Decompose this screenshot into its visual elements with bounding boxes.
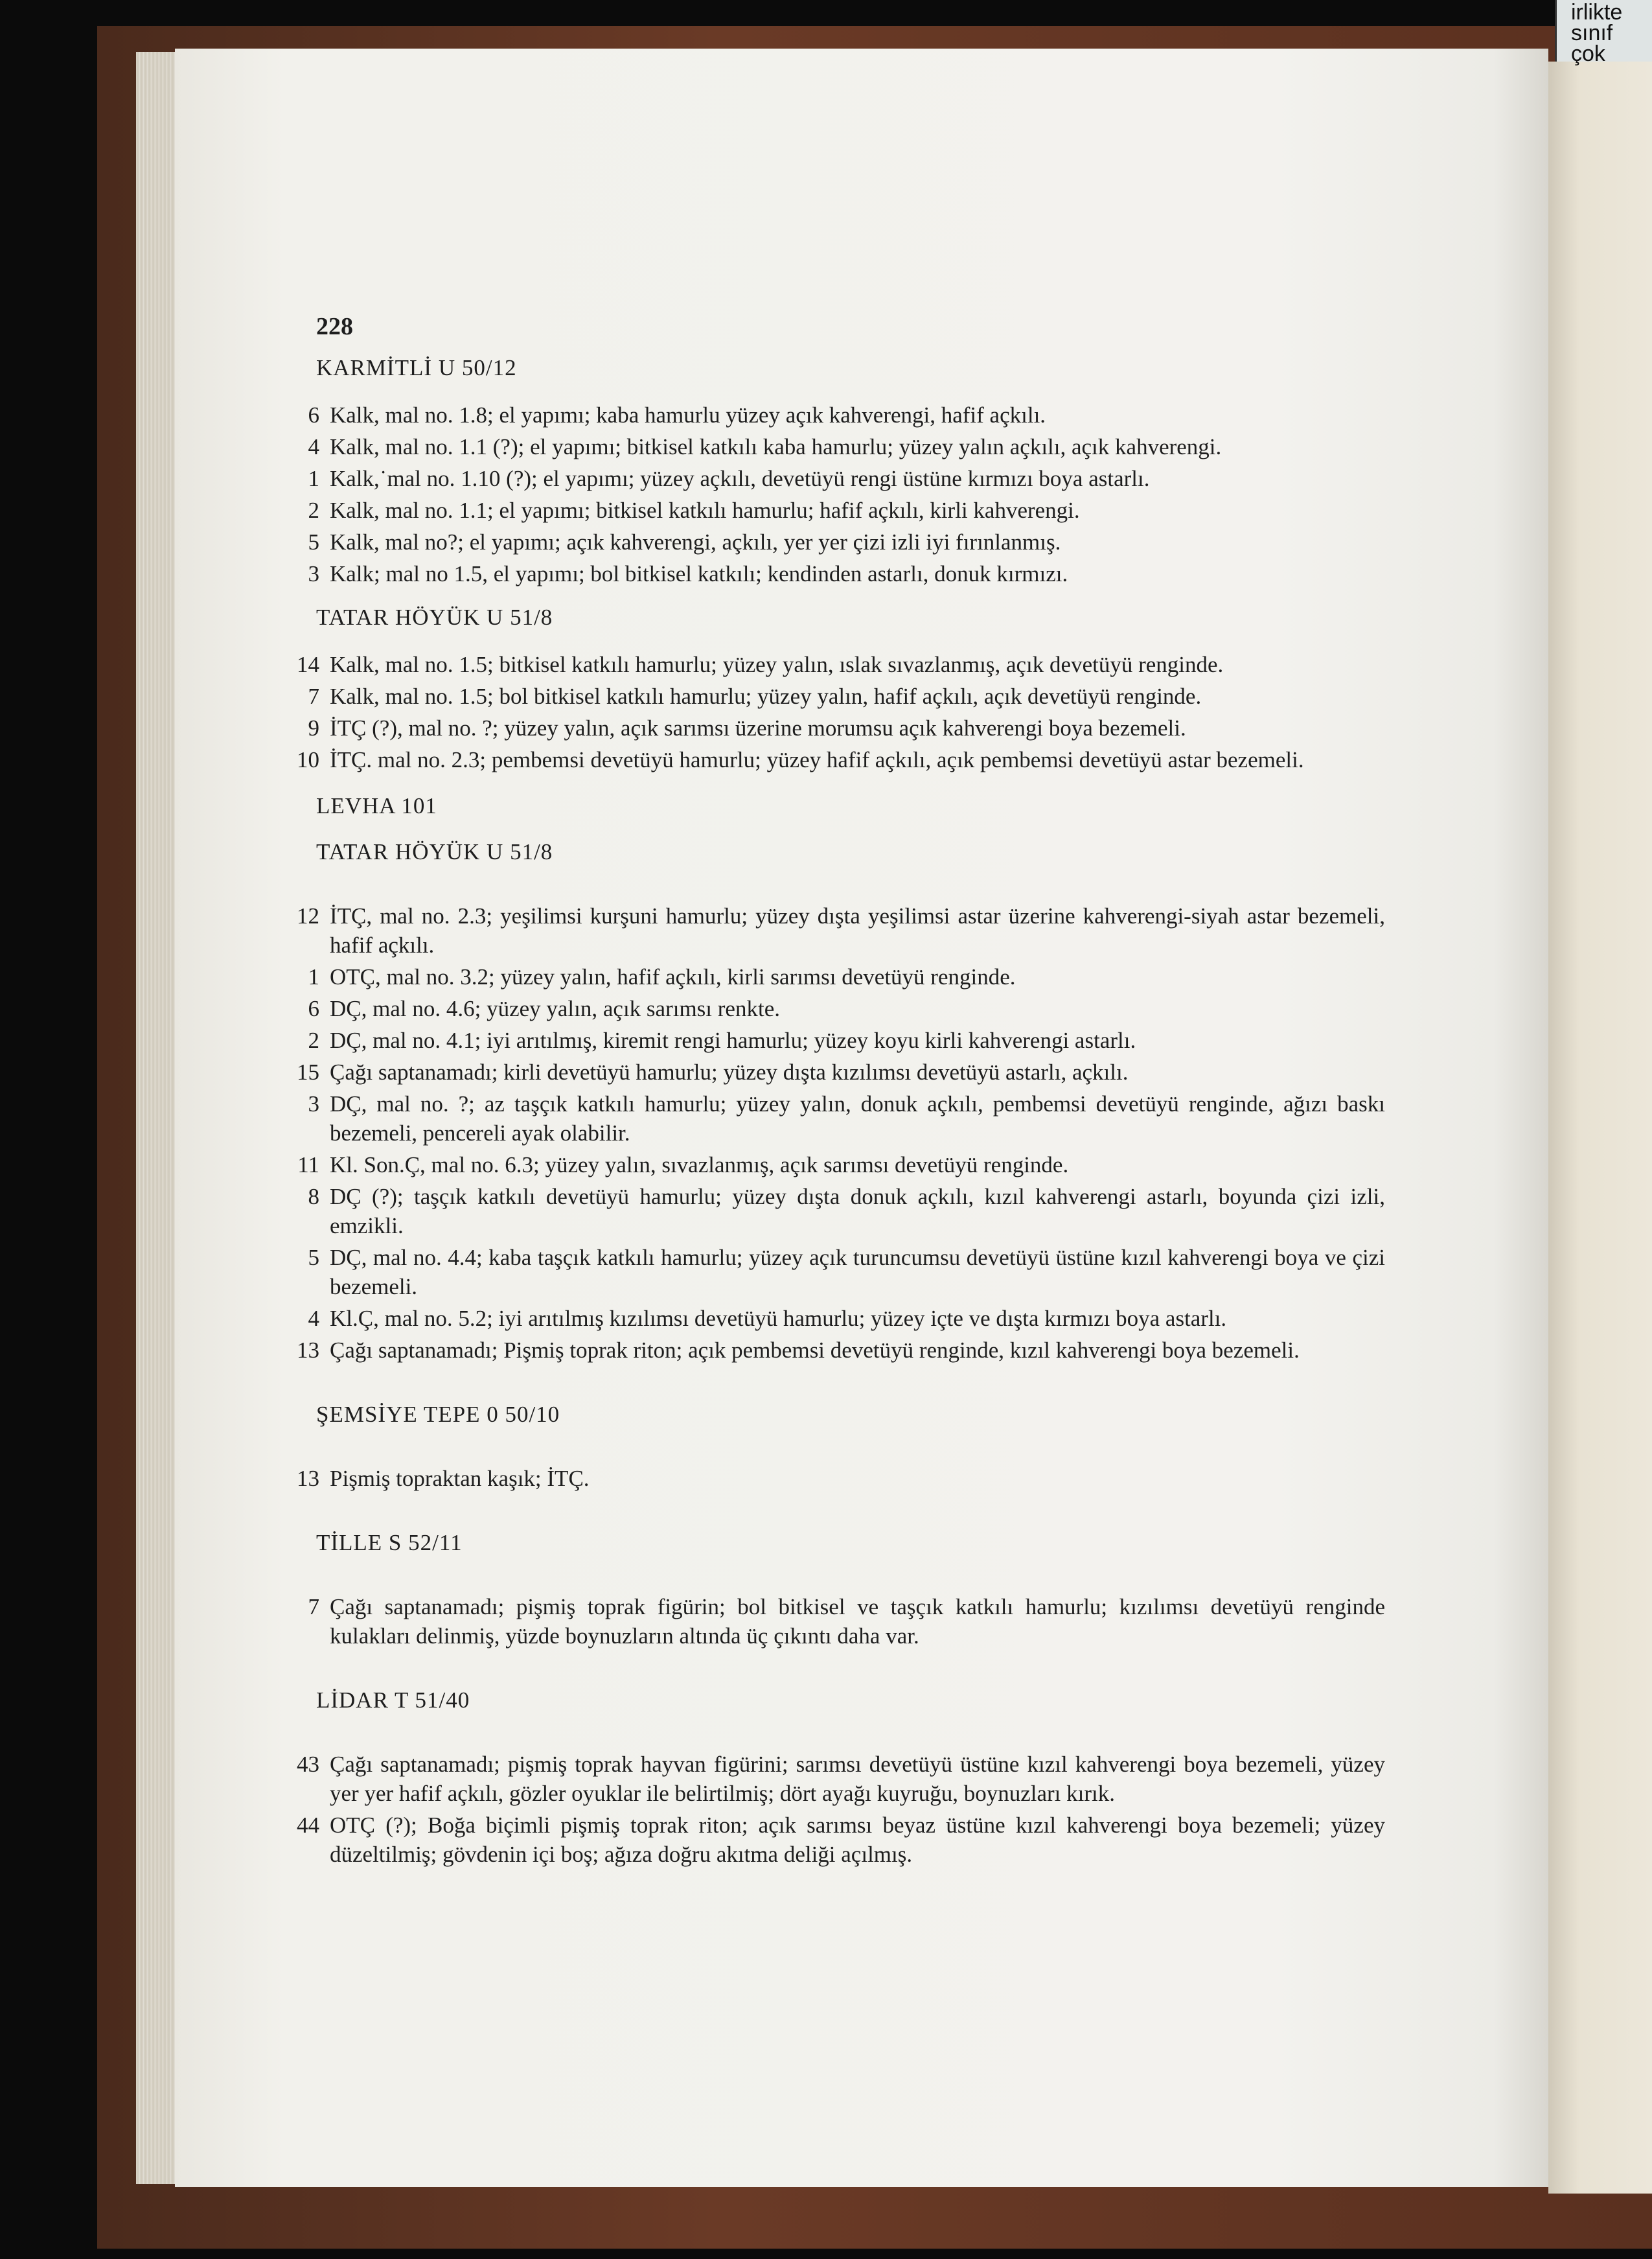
site-heading: TATAR HÖYÜK U 51/8 (316, 839, 553, 864)
entry-number: 9 (308, 715, 319, 741)
catalog-entry (297, 1811, 1385, 1869)
entry-text: DÇ, mal no. 4.4; kaba taşçık katkılı hamurlu; yüzey açık turuncumsu devetüyü üstüne kızıl kahverengi boya ve çizi bezemeli. (330, 1245, 1385, 1299)
entry-number: 2 (308, 1028, 319, 1053)
site-heading: LİDAR T 51/40 (316, 1687, 470, 1713)
entry-text: Çağı saptanamadı; pişmiş toprak hayvan figürini; sarımsı devetüyü üstüne kızıl kahverengi boya bezemeli, yüzey yer yer hafif açkılı, gözler oyuklar ile belirtilmiş; dört ayağı kuyruğu, boynuzları kırık. (330, 1752, 1385, 1806)
entry-number: 6 (308, 402, 319, 428)
tab-line: sınıf (1571, 21, 1613, 45)
entry-number: 5 (308, 529, 319, 555)
entry-number: 8 (308, 1184, 319, 1209)
site-heading: TATAR HÖYÜK U 51/8 (316, 605, 553, 630)
catalog-entry (308, 1089, 1385, 1148)
catalog-entry (308, 464, 1385, 493)
catalog-entry (297, 745, 1385, 774)
catalog-entry (297, 901, 1385, 960)
entry-text: Kl. Son.Ç, mal no. 6.3; yüzey yalın, sıvazlanmış, açık sarımsı devetüyü renginde. (330, 1152, 1069, 1177)
catalog-entry (308, 400, 1385, 430)
catalog-entry (297, 1336, 1385, 1365)
entry-number: 3 (308, 1091, 319, 1117)
catalog-entry (308, 1182, 1385, 1240)
site-heading: TİLLE S 52/11 (316, 1530, 463, 1555)
entry-number: 2 (308, 498, 319, 523)
entry-number: 5 (308, 1245, 319, 1270)
entry-number: 12 (297, 903, 319, 929)
tab-line: irlikte (1571, 0, 1623, 25)
entry-text: İTÇ. mal no. 2.3; pembemsi devetüyü hamurlu; yüzey hafif açkılı, açık pembemsi devetüyü astar bezemeli. (330, 747, 1304, 772)
catalog-entry (308, 559, 1385, 588)
entry-text: Kalk, mal no. 1.5; bitkisel katkılı hamurlu; yüzey yalın, ıslak sıvazlanmış, açık devetüyü renginde. (330, 652, 1224, 677)
entry-text: Kalk; mal no 1.5, el yapımı; bol bitkisel katkılı; kendinden astarlı, donuk kırmızı. (330, 561, 1068, 586)
tab-line: çok (1571, 41, 1605, 66)
catalog-entry (297, 1750, 1385, 1808)
entry-text: DÇ, mal no. ?; az taşçık katkılı hamurlu; yüzey yalın, donuk açkılı, pembemsi devetüyü renginde, ağızı baskı bezemeli, pencereli ayak olabilir. (330, 1091, 1385, 1146)
entry-text: Çağı saptanamadı; kirli devetüyü hamurlu; yüzey dışta kızılımsı devetüyü astarlı, açkılı. (330, 1060, 1129, 1085)
entry-text: Kalk, mal no. 1.5; bol bitkisel katkılı hamurlu; yüzey yalın, hafif açkılı, açık devetüyü renginde. (330, 684, 1202, 709)
catalog-entry (308, 994, 1385, 1023)
entry-number: 15 (297, 1060, 319, 1085)
catalog-entry (308, 962, 1385, 991)
entry-text: DÇ (?); taşçık katkılı devetüyü hamurlu; yüzey dışta donuk açkılı, kızıl kahverengi astarlı, boyunda çizi izli, emzikli. (330, 1184, 1385, 1238)
catalog-entry (297, 1464, 1385, 1493)
catalog-entry (308, 432, 1385, 461)
plate-heading: LEVHA 101 (316, 793, 437, 818)
entry-text: Pişmiş topraktan kaşık; İTÇ. (330, 1466, 590, 1491)
entry-number: 43 (297, 1752, 319, 1777)
entry-number: 4 (308, 1306, 319, 1331)
catalog-entry (308, 1243, 1385, 1301)
catalog-entry (308, 1026, 1385, 1055)
entry-text: Kalk, mal no. 1.8; el yapımı; kaba hamurlu yüzey açık kahverengi, hafif açkılı. (330, 402, 1046, 428)
entry-text: Kalk,˙mal no. 1.10 (?); el yapımı; yüzey açkılı, devetüyü rengi üstüne kırmızı boya astarlı. (330, 466, 1150, 491)
entry-text: DÇ, mal no. 4.1; iyi arıtılmış, kiremit rengi hamurlu; yüzey koyu kirli kahverengi astarlı. (330, 1028, 1136, 1053)
entry-text: DÇ, mal no. 4.6; yüzey yalın, açık sarımsı renkte. (330, 996, 780, 1021)
catalog-entry (308, 713, 1385, 743)
page-content (297, 312, 1385, 1871)
entry-text: Çağı saptanamadı; Pişmiş toprak riton; açık pembemsi devetüyü renginde, kızıl kahverengi boya bezemeli. (330, 1338, 1300, 1363)
entry-number: 44 (297, 1813, 319, 1838)
entry-number: 11 (297, 1152, 319, 1177)
entry-number: 7 (308, 1594, 319, 1619)
entry-number: 6 (308, 996, 319, 1021)
entry-number: 13 (297, 1338, 319, 1363)
entry-number: 1 (308, 466, 319, 491)
entry-text: OTÇ (?); Boğa biçimli pişmiş toprak riton; açık sarımsı beyaz üstüne kızıl kahverengi boya bezemeli; yüzey düzeltilmiş; gövdenin içi boş; ağıza doğru akıtma deliği açılmış. (330, 1813, 1385, 1867)
catalog-entry (308, 496, 1385, 525)
entry-number: 14 (297, 652, 319, 677)
catalog-entry (308, 682, 1385, 711)
catalog-entry (308, 1592, 1385, 1651)
entry-text: Kalk, mal no?; el yapımı; açık kahverengi, açkılı, yer yer çizi izli iyi fırınlanmış. (330, 529, 1061, 555)
catalog-entry (308, 527, 1385, 557)
entry-number: 13 (297, 1466, 319, 1491)
entry-text: Kalk, mal no. 1.1 (?); el yapımı; bitkisel katkılı kaba hamurlu; yüzey yalın açkılı, açık kahverengi. (330, 434, 1222, 459)
catalog-entry (297, 1150, 1385, 1179)
entry-text: Kl.Ç, mal no. 5.2; iyi arıtılmış kızılımsı devetüyü hamurlu; yüzey içte ve dışta kırmızı boya astarlı. (330, 1306, 1227, 1331)
site-heading: ŞEMSİYE TEPE 0 50/10 (316, 1402, 560, 1427)
facing-page-tab (1555, 0, 1652, 66)
entry-number: 3 (308, 561, 319, 586)
entry-number: 1 (308, 964, 319, 990)
catalog-entry (308, 1304, 1385, 1333)
entry-text: İTÇ, mal no. 2.3; yeşilimsi kurşuni hamurlu; yüzey dışta yeşilimsi astar üzerine kahverengi-siyah astar bezemeli, hafif açkılı. (330, 903, 1385, 958)
entry-number: 7 (308, 684, 319, 709)
site-heading: KARMİTLİ U 50/12 (316, 355, 517, 380)
catalog-entry (297, 1058, 1385, 1087)
entry-text: Çağı saptanamadı; pişmiş toprak figürin; bol bitkisel ve taşçık katkılı hamurlu; kızılımsı devetüyü renginde kulakları delinmiş, yüzde boynuzların altında üç çıkıntı daha var. (330, 1594, 1385, 1649)
entry-text: İTÇ (?), mal no. ?; yüzey yalın, açık sarımsı üzerine morumsu açık kahverengi boya bezemeli. (330, 715, 1186, 741)
entry-number: 10 (297, 747, 319, 772)
page-number: 228 (316, 313, 353, 340)
entry-text: OTÇ, mal no. 3.2; yüzey yalın, hafif açkılı, kirli sarımsı devetüyü renginde. (330, 964, 1016, 990)
facing-page (1548, 62, 1652, 2194)
entry-text: Kalk, mal no. 1.1; el yapımı; bitkisel katkılı hamurlu; hafif açkılı, kirli kahverengi. (330, 498, 1080, 523)
catalog-entry (297, 650, 1385, 679)
entry-number: 4 (308, 434, 319, 459)
